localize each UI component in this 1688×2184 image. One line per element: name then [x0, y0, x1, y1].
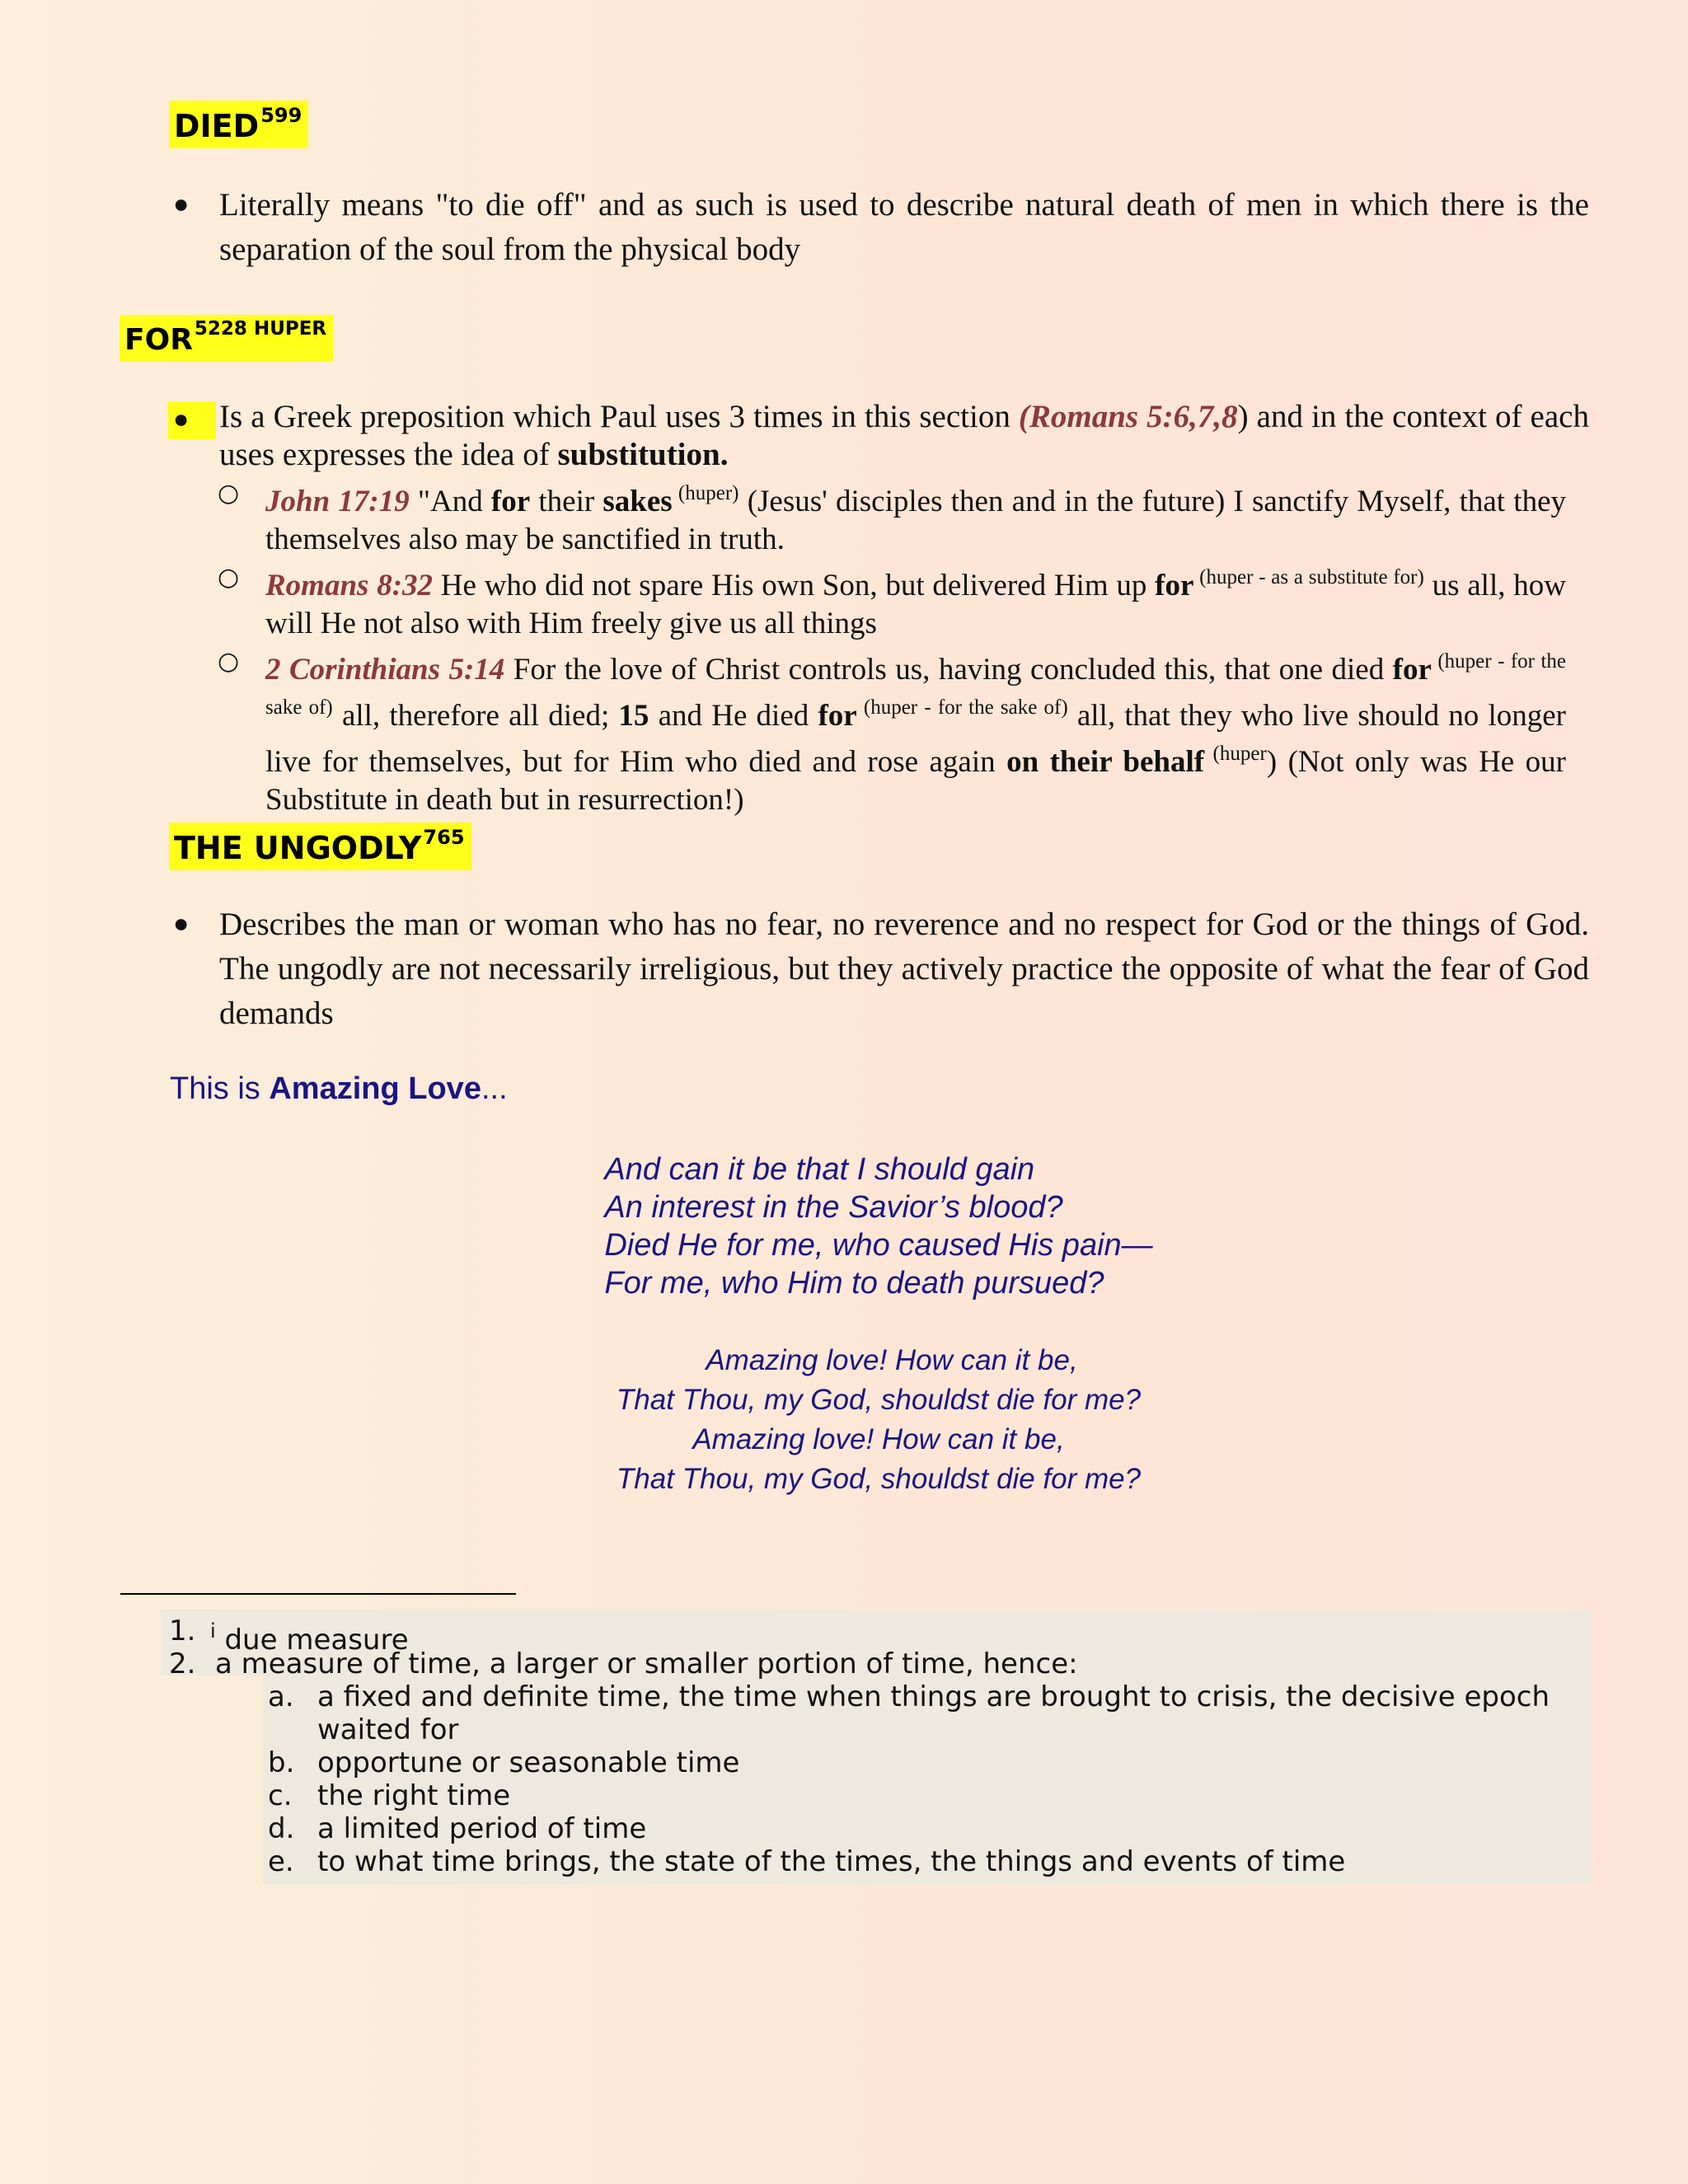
- footnote-subtext: opportune or seasonable time: [317, 1746, 740, 1779]
- for-bullet-text-1: Is a Greek preposition which Paul uses 3 times in this section: [219, 399, 1019, 434]
- verse-number: 15: [618, 699, 649, 733]
- footnote-divider: [120, 1593, 516, 1595]
- hymn-line: Died He for me, who caused His pain—: [604, 1228, 1153, 1263]
- hymn-line: That Thou, my God, shouldst die for me?: [616, 1384, 1142, 1416]
- intro-text: This is: [170, 1071, 270, 1106]
- footnote: [161, 1610, 1591, 1885]
- footnote-subitem: [268, 1746, 740, 1779]
- sub-bullet-marker: ○: [218, 563, 240, 592]
- sub-bold: for: [490, 485, 531, 518]
- for-bullet: [173, 398, 1589, 474]
- scripture-reference[interactable]: John 17:19: [265, 485, 410, 518]
- sub-superscript: (huper: [1204, 743, 1267, 765]
- scripture-reference[interactable]: 2 Corinthians 5:14: [265, 653, 505, 687]
- hymn-line: That Thou, my God, shouldst die for me?: [616, 1463, 1142, 1495]
- scripture-reference[interactable]: (Romans 5:6,7,8: [1018, 399, 1238, 434]
- footnote-subitem: [268, 1779, 511, 1812]
- sub-text: us all, how will He not also with Him freely give us all things: [265, 569, 1566, 640]
- heading-died: [169, 101, 308, 148]
- heading-for-strongs: 5228 HUPER: [194, 318, 327, 340]
- footnote-letter: b.: [268, 1746, 295, 1779]
- sub-item-john: [218, 475, 1566, 559]
- amazing-love-intro: [170, 1071, 508, 1107]
- hymn-line: For me, who Him to death pursued?: [604, 1266, 1104, 1301]
- sub-superscript: (huper - for the sake of): [856, 696, 1068, 719]
- footnote-number: 1.: [169, 1615, 196, 1647]
- died-bullet-text: Literally means "to die off" and as such is used to describe natural death of men in which there is the separation of the soul from the physical body: [219, 187, 1589, 267]
- sub-bold: for: [818, 699, 857, 733]
- bullet-marker-highlighted: ●: [168, 401, 216, 439]
- footnote-subtext: a fixed and definite time, the time when things are brought to crisis, the decisive epoch: [317, 1680, 1550, 1713]
- sub-superscript: (huper - as a substitute for): [1193, 566, 1424, 588]
- hymn-line: Amazing love! How can it be,: [706, 1344, 1078, 1376]
- footnote-letter: d.: [268, 1812, 295, 1845]
- scripture-reference[interactable]: Romans 8:32: [265, 569, 434, 602]
- sub-text: He who did not spare His own Son, but delivered Him up: [433, 569, 1156, 602]
- heading-ungodly-strongs: 765: [423, 826, 465, 849]
- sub-bullet-marker: ○: [218, 479, 240, 508]
- sub-superscript: (huper): [672, 482, 739, 504]
- intro-ellipsis: ...: [481, 1071, 508, 1106]
- sub-superscript: (huper - for the sake of): [265, 650, 1566, 719]
- heading-for-text: FOR: [124, 323, 193, 357]
- for-sub-list: [218, 475, 1567, 819]
- footnote-number: 2.: [169, 1647, 196, 1680]
- sub-text: ) (Not only was He our Substitute in death but in resurrection!): [265, 745, 1567, 817]
- footnote-subtext: a limited period of time: [317, 1812, 647, 1845]
- heading-ungodly-text: THE UNGODLY: [174, 830, 422, 866]
- footnote-subitem: [268, 1680, 1550, 1746]
- for-bullet-bold: substitution.: [557, 437, 729, 472]
- hymn-line: And can it be that I should gain: [604, 1152, 1035, 1187]
- sub-text: (Jesus' disciples then and in the future) I sanctify Myself, that they themselves also may be sanctified in truth.: [265, 485, 1566, 556]
- footnote-item: [169, 1647, 1078, 1680]
- hymn-line: An interest in the Savior’s blood?: [604, 1190, 1063, 1225]
- sub-item-corinthians: [218, 643, 1567, 819]
- sub-text: all, that they who live should no longer live for themselves, but for Him who died and rose again: [265, 699, 1566, 779]
- footnote-letter: c.: [268, 1779, 293, 1812]
- intro-bold: Amazing Love: [269, 1071, 481, 1106]
- sub-bold: sakes: [603, 485, 673, 518]
- sub-item-romans: [218, 559, 1566, 643]
- heading-ungodly: [169, 823, 471, 870]
- heading-died-text: DIED: [174, 108, 260, 144]
- footnote-marker[interactable]: i: [210, 1619, 216, 1643]
- sub-text: all, therefore all died;: [332, 699, 619, 733]
- footnote-letter: a.: [268, 1680, 294, 1713]
- heading-died-strongs: 599: [260, 104, 302, 127]
- sub-text: their: [530, 485, 603, 518]
- sub-bullet-marker: ○: [218, 647, 240, 676]
- sub-bold: for: [1392, 653, 1432, 687]
- heading-for: [120, 315, 333, 362]
- footnote-item: [169, 1615, 409, 1657]
- ungodly-bullet: ● Describes the man or woman who has no fear, no reverence and no respect for God or the things of God. The ungodly are not necessarily irreligious, but they actively practice the opposite of what the fear of God demands: [173, 907, 1589, 1031]
- footnote-text: due measure: [215, 1624, 409, 1657]
- sub-text: For the love of Christ controls us, having concluded this, that one died: [504, 653, 1393, 687]
- footnote-subtext: the right time: [317, 1779, 511, 1812]
- footnote-letter: e.: [268, 1845, 294, 1878]
- hymn-line: Amazing love! How can it be,: [692, 1423, 1065, 1455]
- sub-bold: on their behalf: [1006, 745, 1205, 779]
- footnote-text: a measure of time, a larger or smaller portion of time, hence:: [215, 1647, 1078, 1680]
- ungodly-bullet-text: Describes the man or woman who has no fear, no reverence and no respect for God or the things of God. The ungodly are not necessarily irreligious, but they actively practice the opposite of what the fear of God demands: [219, 907, 1589, 1031]
- footnote-subitem: [268, 1812, 647, 1845]
- sub-text: and He died: [649, 699, 818, 733]
- footnote-subitem: [268, 1845, 1346, 1878]
- for-bullet-text-2: ) and in the context of each uses expresses the idea of: [219, 399, 1589, 472]
- footnote-subtext-continued: waited for: [317, 1713, 459, 1746]
- sub-bold: for: [1155, 569, 1194, 602]
- footnote-subtext: to what time brings, the state of the times, the things and events of time: [317, 1845, 1346, 1878]
- sub-text: "And: [409, 485, 491, 518]
- died-bullet: ● Literally means "to die off" and as such is used to describe natural death of men in which there is the separation of the soul from the physical body: [173, 187, 1589, 267]
